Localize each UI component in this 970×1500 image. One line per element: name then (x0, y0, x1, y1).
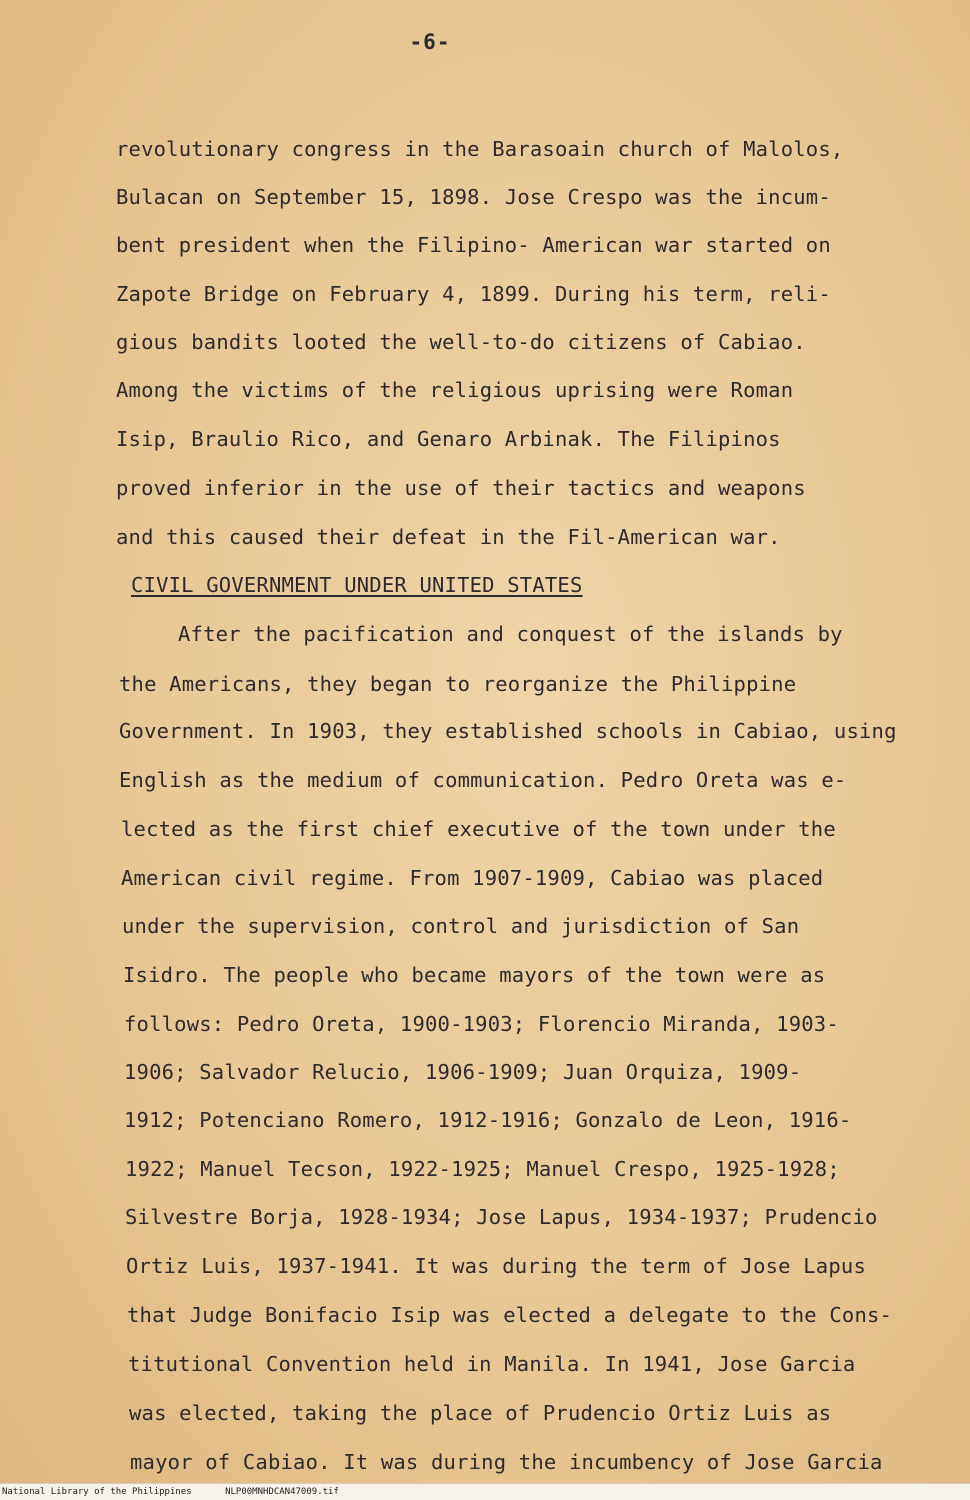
text-line: was elected, taking the place of Prudencio Ortiz Luis as (129, 1401, 832, 1425)
text-line: American civil regime. From 1907-1909, Cabiao was placed (121, 866, 824, 890)
text-line: that Judge Bonifacio Isip was elected a delegate to the Cons- (127, 1303, 893, 1327)
text-line: Silvestre Borja, 1928-1934; Jose Lapus, 1934-1937; Prudencio (125, 1205, 878, 1229)
text-line: 1906; Salvador Relucio, 1906-1909; Juan Orquiza, 1909- (124, 1060, 802, 1084)
footer-filename: NLP00MNHDCAN47009.tif (225, 1487, 339, 1497)
text-line: gious bandits looted the well-to-do citizens of Cabiao. (116, 330, 806, 354)
text-line: After the pacification and conquest of the islands by (178, 622, 843, 646)
text-line: 1922; Manuel Tecson, 1922-1925; Manuel Crespo, 1925-1928; (125, 1157, 840, 1181)
text-line: under the supervision, control and jurisdiction of San (122, 914, 800, 938)
text-line: Isidro. The people who became mayors of the town were as (123, 963, 826, 987)
text-line: Zapote Bridge on February 4, 1899. During his term, reli- (116, 282, 831, 306)
text-line: follows: Pedro Oreta, 1900-1903; Florencio Miranda, 1903- (124, 1012, 839, 1036)
footer-source: National Library of the Philippines (2, 1487, 192, 1497)
section-heading: CIVIL GOVERNMENT UNDER UNITED STATES (131, 573, 583, 597)
text-line: proved inferior in the use of their tactics and weapons (116, 476, 806, 500)
text-line: revolutionary congress in the Barasoain church of Malolos, (116, 137, 844, 161)
text-line: lected as the first chief executive of the town under the (121, 817, 836, 841)
text-line: titutional Convention held in Manila. In 1941, Jose Garcia (128, 1352, 856, 1376)
text-line: bent president when the Filipino- American war started on (116, 233, 831, 257)
text-line: Bulacan on September 15, 1898. Jose Crespo was the incum- (116, 185, 831, 209)
text-line: Government. In 1903, they established schools in Cabiao, using (119, 719, 897, 743)
text-line: mayor of Cabiao. It was during the incumbency of Jose Garcia (130, 1450, 883, 1474)
text-line: Ortiz Luis, 1937-1941. It was during the term of Jose Lapus (126, 1254, 866, 1278)
text-line: English as the medium of communication. Pedro Oreta was e- (119, 768, 847, 792)
text-line: 1912; Potenciano Romero, 1912-1916; Gonzalo de Leon, 1916- (124, 1108, 852, 1132)
text-line: the Americans, they began to reorganize the Philippine (119, 672, 797, 696)
archive-footer (0, 1483, 970, 1500)
text-line: and this caused their defeat in the Fil-American war. (116, 525, 781, 549)
text-line: Isip, Braulio Rico, and Genaro Arbinak. The Filipinos (116, 427, 781, 451)
page-number: -6- (409, 30, 451, 54)
text-line: Among the victims of the religious uprising were Roman (116, 378, 794, 402)
